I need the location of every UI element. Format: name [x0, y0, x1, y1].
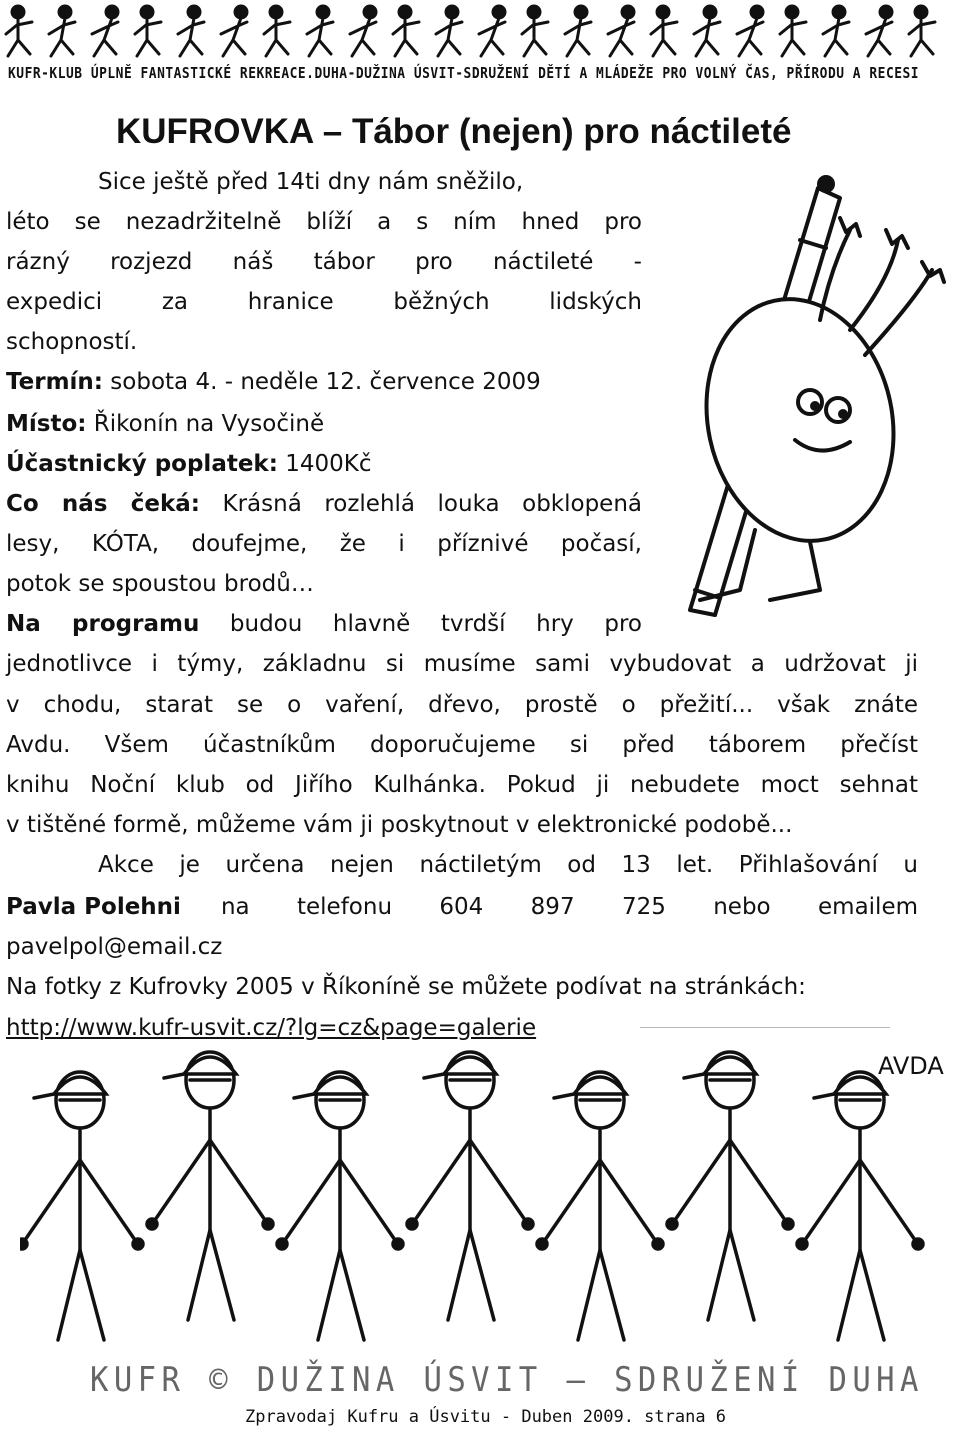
banner-figure	[49, 6, 75, 56]
signature: AVDA	[878, 1052, 944, 1080]
child-figure	[667, 1052, 793, 1320]
fee-value: 1400Kč	[277, 451, 372, 477]
expect-label: Co nás čeká:	[6, 491, 200, 517]
child-figure	[277, 1072, 403, 1340]
intro-line-2: léto se nezadržitelně blíží a s ním hned pro	[6, 209, 642, 235]
program-first: budou hlavně tvrdší hry pro	[199, 611, 642, 637]
footer-logo: KUFR © DUŽINA ÚSVIT – SDRUŽENÍ DUHA	[90, 1360, 924, 1400]
banner-figure	[780, 6, 806, 56]
intro-line-4: expedici za hranice běžných lidských	[6, 289, 642, 315]
intro-line-1: Sice ještě před 14ti dny nám sněžilo,	[98, 169, 524, 195]
banner-figure	[393, 6, 419, 56]
banner-figure	[866, 6, 892, 56]
program-line-1: jednotlivce i týmy, základnu si musíme sami vybudovat a udržovat ji	[6, 651, 918, 677]
pencil-egg-illustration	[660, 170, 960, 620]
child-figure	[147, 1052, 273, 1320]
program-line-3: Avdu. Všem účastníkům doporučujeme si před táborem přečíst	[6, 732, 918, 758]
fee-label: Účastnický poplatek:	[6, 451, 278, 477]
contact-row	[6, 887, 918, 927]
expect-line-2: lesy, KÓTA, doufejme, že i příznivé počasí,	[6, 531, 642, 557]
banner-figure	[264, 6, 290, 56]
program-row	[6, 604, 642, 644]
intro-line-3: rázný rozjezd náš tábor pro náctileté -	[6, 249, 642, 275]
contact-rest: na telefonu 604 897 725 nebo emailem	[220, 894, 918, 920]
banner-figure	[135, 6, 161, 56]
expect-line-3: potok se spoustou brodů…	[6, 571, 314, 597]
contact-name: Pavla Polehni	[6, 894, 181, 920]
footer-note: Zpravodaj Kufru a Úsvitu - Duben 2009. strana 6	[245, 1407, 727, 1427]
banner-figure	[522, 6, 548, 56]
banner-figure	[436, 6, 462, 56]
child-figure	[20, 1072, 143, 1340]
banner-figure	[350, 6, 376, 56]
signup-line: Akce je určena nejen náctiletým od 13 let. Přihlašování u	[98, 852, 918, 878]
place-label: Místo:	[6, 411, 87, 437]
banner-figure	[178, 6, 204, 56]
program-line-2: v chodu, starat se o vaření, dřevo, prostě o přežití... však znáte	[6, 692, 918, 718]
fee-row	[6, 444, 372, 484]
place-value: Řikonín na Vysočině	[86, 411, 325, 437]
banner-figure	[651, 6, 677, 56]
banner-figure	[92, 6, 118, 56]
children-holding-hands-illustration	[20, 1040, 940, 1360]
banner-figure	[737, 6, 763, 56]
intro-line-5: schopností.	[6, 329, 138, 355]
banner-text: KUFR-KLUB ÚPLNĚ FANTASTICKÉ REKREACE.DUHA-DUŽINA ÚSVIT-SDRUŽENÍ DĚTÍ A MLÁDEŽE PRO VOLNÝ ČAS, PŘÍRODU A RECESI	[8, 64, 920, 82]
program-line-5: v tištěné formě, můžeme vám ji poskytnout v elektronické podobě...	[6, 812, 793, 838]
program-line-4: knihu Noční klub od Jiřího Kulhánka. Pokud ji nebudete moct sehnat	[6, 772, 918, 798]
banner-figure	[479, 6, 505, 56]
child-figure	[797, 1072, 923, 1340]
banner-figure	[909, 6, 935, 56]
banner-figure	[221, 6, 247, 56]
term-row	[6, 362, 541, 402]
expect-row	[6, 484, 642, 524]
child-figure	[537, 1072, 663, 1340]
child-figure	[407, 1052, 533, 1320]
place-row	[6, 404, 324, 444]
gallery-link[interactable]: http://www.kufr-usvit.cz/?lg=cz&page=galerie	[6, 1015, 537, 1041]
expect-line-1: Krásná rozlehlá louka obklopená	[199, 491, 642, 517]
email[interactable]: pavelpol@email.cz	[6, 934, 223, 960]
photos-line: Na fotky z Kufrovky 2005 v Říkoníně se můžete podívat na stránkách:	[6, 974, 806, 1000]
divider	[640, 1027, 890, 1028]
banner-figure	[6, 6, 32, 56]
banner-figure	[608, 6, 634, 56]
term-label: Termín:	[6, 369, 103, 395]
banner-figure	[565, 6, 591, 56]
banner-figure	[694, 6, 720, 56]
term-value: sobota 4. - neděle 12. července 2009	[103, 369, 541, 395]
program-label: Na programu	[6, 611, 200, 637]
banner-figure	[307, 6, 333, 56]
page-title: KUFROVKA – Tábor (nejen) pro náctileté	[116, 112, 792, 151]
banner-figure	[823, 6, 849, 56]
